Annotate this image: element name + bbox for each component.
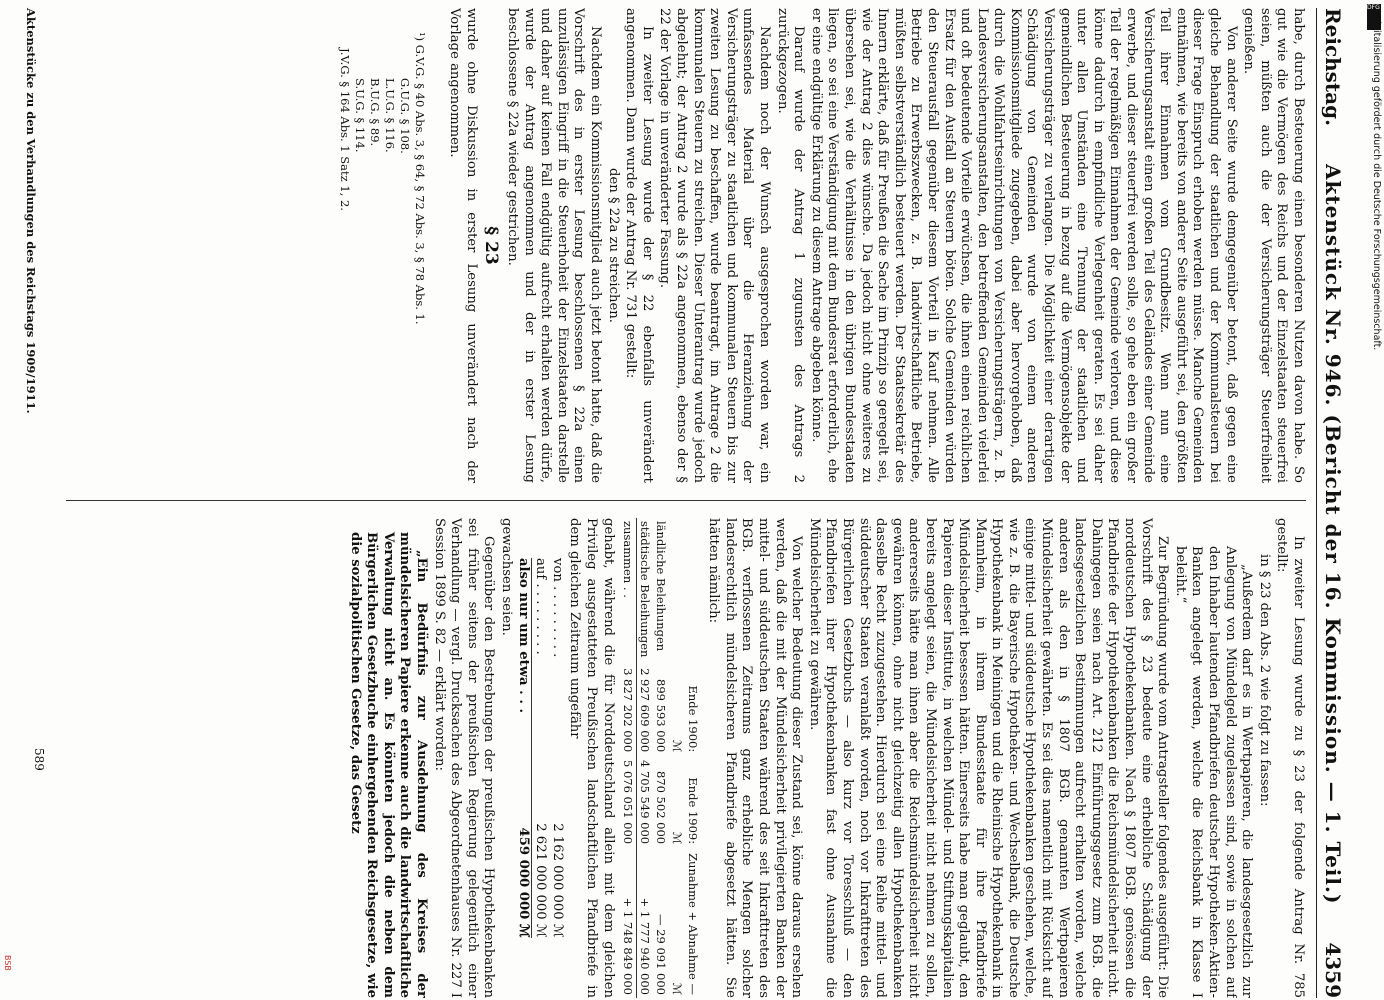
paragraph: gehabt, während die für Norddeutschland allein mit dem gleichen Privileg ausgestatteten Preußischen landschaftlichen Pfandbriefe in dem gleichen Zeitraum ungefähr — [567, 518, 616, 998]
left-column — [46, 8, 1306, 483]
value-label: also nur um etwa . . . — [515, 558, 531, 714]
table-sum-row — [620, 518, 637, 998]
footnote: B.U.G. § 89. — [367, 78, 382, 147]
column-divider — [66, 500, 1306, 501]
table-cell: 2 927 609 000 — [637, 668, 652, 753]
table-cell: 870 502 000 — [653, 770, 668, 845]
table-cell: 899 593 000 — [653, 679, 668, 753]
value: 2 621 000 000 ℳ — [533, 823, 549, 938]
paragraph: den § 22a zu streichen. — [605, 168, 621, 323]
table-row — [653, 518, 669, 998]
table-cell: 4 705 549 000 — [637, 759, 652, 845]
paragraph: Nachdem ein Kommissionsmitglied auch jetzt betont hatte, daß die Vorschrift des in erster Lesung beschlossenen § 22a einen unzulässigen Eingriff in die Steuerhoheit der Einzelstaaten darstelle und daher auf keinen Fall endgültig aufrecht erhalten werden dürfe, wurde der Antrag angenommen und der in erster Lesung beschlossene § 22a wieder gestrichen. — [505, 8, 604, 483]
value-line — [531, 558, 549, 938]
digitization-note-text: Digitalisierung gefördert durch die Deutsche Forschungsgemeinschaft. — [1371, 14, 1382, 351]
footnote: J.V.G. § 164 Abs. 1 Satz 1, 2. — [337, 48, 352, 211]
paragraph: Darauf wurde der Antrag 1 zugunsten des Antrags 2 zurückgezogen. — [774, 8, 807, 483]
table-cell: städtische Beleihungen — [637, 521, 652, 658]
paragraph: gewachsen seien. — [499, 518, 515, 636]
paragraph: wurde ohne Diskussion in erster Lesung unverändert nach der Vorlage angenommen. — [447, 8, 479, 483]
footnote: G.U.G. § 108. — [397, 78, 412, 154]
value: 459 000 000 ℳ — [515, 827, 531, 938]
table-unit — [669, 518, 685, 663]
paragraph: Von welcher Bedeutung dieser Zustand sei, könne daraus ersehen werden, daß die mit der Mündelsicherheit privilegierten Banken der mittel- und süddeutschen Staaten während des seit Inkrafttreten des BGB. verflossenen Zeitraums ganz erhebliche Mengen solcher landesrechtlich mündelsicheren Pfandbriefe abgesetzt hätten. Sie hätten nämlich: — [706, 518, 805, 998]
paragraph: habe, durch Besteuerung einen besonderen Nutzen davon habe. So gut wie die Vermögen des Reichs und der Einzelstaaten steuerfrei seien, müßten auch die der Versicherungsträger Steuerfreiheit genießen. — [1241, 8, 1306, 483]
page-footer: Aktenstücke zu den Verhandlungen des Reichstags 1909/1911. — [24, 8, 38, 414]
statistics-table — [620, 518, 701, 998]
paragraph: Nachdem noch der Wunsch ausgesprochen worden war, ein umfassendes Material über die Heranziehung der Versicherungsträger zu staatlichen und kommunalen Steuern bis zur zweiten Lesung zu beschaffen, wurde beantragt, im Antrage 2 die kommunalen Steuern zu streichen. Dieser Unterantrag wurde jedoch abgelehnt; der Antrag 2 wurde als § 22a angenommen, ebenso der § 22 der Vorlage in unveränderter Fassung. — [657, 8, 772, 483]
table-header: Zunahme + Abnahme — — [685, 853, 700, 995]
bsb-stamp — [2, 955, 14, 995]
footnote: S.U.G. § 114. — [352, 78, 367, 153]
bsb-stamp-label: BSB — [3, 955, 12, 971]
header-page-number: 4359 — [1321, 942, 1345, 998]
table-cell: + 1 748 849 000 — [620, 847, 637, 998]
table-header: Ende 1900: — [685, 685, 700, 753]
paragraph: Zur Begründung wurde vom Antragsteller folgendes ausgeführt: Die Vorschrift des § 23 bedeute eine erhebliche Schädigung der norddeutschen Hypothekenbanken. Nach § 1807 BGB. genössen die Pfandbriefe der Hypothekenbanken die Reichsmündelsicherheit nicht. Dahingegen seien nach Art. 212 Einführungsgesetz zum BGB. die landesgesetzlichen Bestimmungen aufrecht erhalten worden, welche anderen als den in § 1807 BGB. genannten Wertpapieren Mündelsicherheit gewährten. Es sei dies namentlich mit Rücksicht auf einige mittel- und süddeutsche Hypothekenbanken geschehen, welche, wie z. B. die Bayerische Hypotheken- und Wechselbank, die Deutsche Hypothekenbank in Meiningen und die Rheinische Hypothekenbank in Mannheim, in ihrem Bundesstaate für ihre Pfandbriefe Mündelsicherheit besessen hätten. Einerseits habe man geglaubt, den Papieren dieser Institute, in welchen Mündel- und Stiftungskapitalien bereits angelegt seien, die Mündelsicherheit nicht nehmen zu sollen, andererseits hätte man ihnen aber die Reichsmündelsicherheit nicht gewähren können, ohne nicht gleichzeitig allen Hypothekenbanken dasselbe Recht zuzugestehen. Hierdurch sei eine Reihe mittel- und süddeutscher Staaten veranlaßt worden, noch vor Inkrafttreten des Bürgerlichen Gesetzbuchs — also kurz vor Toresschluß — den Pfandbriefen ihrer Hypothekenbanken fast ohne Ausnahme die Mündelsicherheit zu gewähren. — [806, 518, 1171, 998]
table-unit: ℳ — [669, 982, 684, 995]
table-cell: + 1 777 940 000 — [637, 897, 652, 995]
value-line — [514, 558, 531, 938]
value: 2 162 000 000 ℳ — [549, 823, 565, 938]
footnote: ¹) G.V.G. § 40 Abs. 3, § 64, § 72 Abs. 3, § 78 Abs. 1. — [412, 32, 427, 325]
header-title: Aktenstück Nr. 946. (Bericht der 16. Kommission. — 1. Teil.) — [1321, 163, 1345, 905]
paragraph: In zweiter Lesung wurde der § 22 ebenfalls unverändert angenommen. Dann wurde der Antrag Nr. 731 gestellt: — [623, 8, 655, 483]
right-column — [46, 518, 1306, 998]
table-header: Ende 1909: — [685, 777, 700, 845]
page-number: 589 — [32, 748, 46, 771]
table-cell: 3 827 202 000 — [620, 663, 637, 755]
paragraph: Gegenüber den Bestrebungen der preußischen Hypothekenbanken sei früher seitens der preußischen Regierung gelegentlich einer Verhandlung — vergl. Drucksachen des Abgeordnetenhauses Nr. 227 I Session 1899 S. 82 — erklärt worden: — [431, 518, 497, 998]
table-cell: — 29 091 000 — [653, 914, 668, 995]
table-row — [636, 518, 653, 998]
dfg-logo-label: DFG — [1367, 4, 1380, 11]
quote: „Außerdem darf es in Wertpapieren, die landesgesetzlich zur Anlegung von Mündelgeld zugelassen sind, sowie in solchen auf den Inhaber lautenden Pfandbriefen deutscher Hypotheken-Aktien-Banken angelegt werden, welche die Reichsbank in Klasse I beleiht.“ — [1172, 546, 1255, 998]
value-line — [548, 558, 565, 938]
paragraph: Von anderer Seite wurde demgegenüber betont, daß gegen eine gleiche Behandlung der staatlichen und der Kommunalsteuern bei dieser Frage Einspruch erhoben werden müsse. Manche Gemeinden entnähmen, wie bereits von anderer Seite ausgeführt sei, den größten Teil ihrer Einnahmen vom Grundbesitz. Wenn nun eine Versicherungsanstalt einen großen Teil des Geländes einer Gemeinde erwerbe, und dieser steuerfrei werden solle, so gehe eben ein großer Teil der regelmäßigen Einnahmen der Gemeinde verloren, und diese könne dadurch in empfindliche Verlegenheit geraten. Es sei daher unter allen Umständen eine Trennung der staatlichen und gemeindlichen Besteuerung in bezug auf die Vermögensobjekte der Versicherungsträger zu verlangen. Die Möglichkeit einer derartigen Schädigung von Gemeinden wurde von einem anderen Kommissionsmitgliede zugegeben, dabei aber hervorgehoben, daß durch die Wohlfahrtseinrichtungen von Versicherungsträgern, z. B. Landesversicherungsanstalten, den betreffenden Gemeinden vielerlei und oft bedeutende Vorteile erwüchsen, die ihnen einen reichlichen Ersatz für den Ausfall an Steuern böten. Solche Gemeinden würden den Steuerausfall gegenüber diesem Vorteil in Kauf nehmen. Alle Betriebe zu Erwerbszwecken, z. B. landwirtschaftliche Betriebe, müßten selbstverständlich besteuert werden. Der Staatssekretär des Innern erklärte, daß für Preußen die Sache im Prinzip so geregelt sei, wie der Antrag 2 dies wünsche. Da jedoch nicht ohne weiteres zu übersehen sei, wie die Verhältnisse in den übrigen Bundesstaaten liegen, so sei eine Verständigung mit dem Bundesrat erforderlich, ehe er eine endgültige Erklärung zu diesem Antrage abgeben könne. — [808, 8, 1239, 483]
table-unit-row — [669, 518, 685, 998]
quote: „Ein Bedürfnis zur Ausdehnung des Kreises der mündelsicheren Papiere erkenne auch die landwirtschaftliche Verwaltung nicht an. Es könnten jedoch die neben dem Bürgerlichen Gesetzbuche einhergehenden Reichsgesetze, wie die sozialpolitischen Gesetze, das Gesetz — [347, 532, 430, 998]
table-unit: ℳ — [669, 739, 684, 753]
header-left: Reichstag. — [1321, 8, 1345, 127]
digitization-note — [1366, 14, 1384, 994]
value-label: von . . . . . . . . . — [549, 558, 565, 658]
table-cell: zusammen . . — [620, 518, 637, 663]
table-cell: 5 076 051 000 — [620, 755, 637, 847]
footnote: L.U.G. § 116. — [382, 78, 397, 153]
value-label: auf . . . . . . . . . — [533, 558, 549, 655]
section-heading: § 23 — [481, 226, 502, 265]
table-cell: ländliche Beleihungen — [653, 521, 668, 652]
paragraph: in § 23 den Abs. 2 wie folgt zu fassen: — [1256, 554, 1272, 807]
paragraph: In zweiter Lesung wurde zu § 23 der folgende Antrag Nr. 785 gestellt: — [1274, 518, 1306, 998]
rotated-document-page — [16, 8, 1356, 998]
table-unit: ℳ — [669, 831, 684, 845]
page-header — [1316, 8, 1356, 998]
table-header — [685, 518, 701, 663]
table-header-row — [685, 518, 701, 998]
